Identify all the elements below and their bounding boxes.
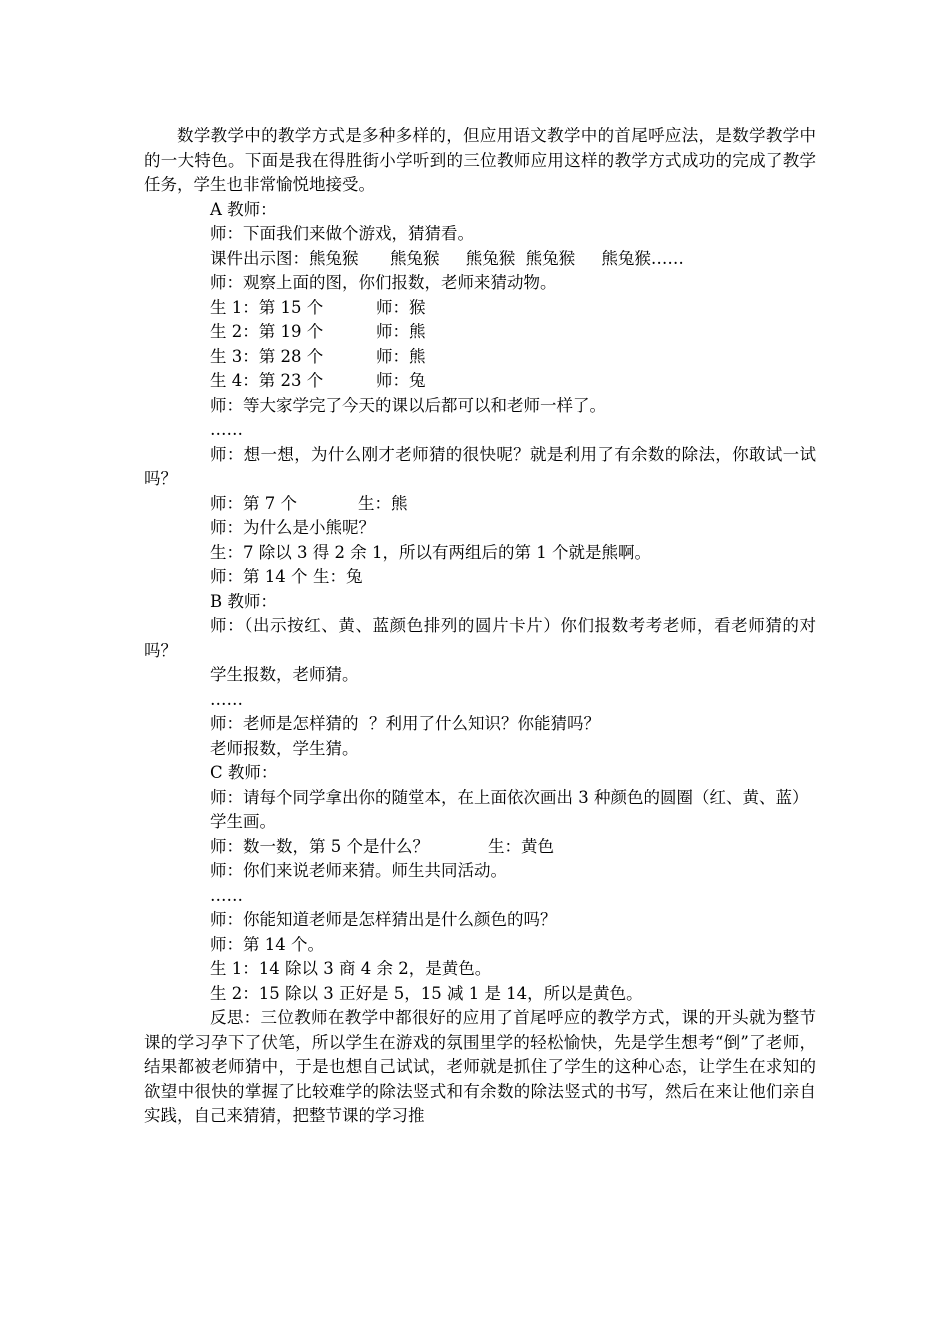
student-line: 生：熊 xyxy=(358,493,408,513)
teacher-b-header: B 教师： xyxy=(210,591,277,611)
text-line: 生 1：14 除以 3 商 4 余 2，是黄色。 xyxy=(210,959,492,978)
dialogue-pair xyxy=(144,835,816,860)
text-line: 师：你能知道老师是怎样猜出是什么颜色的吗？ xyxy=(210,910,557,929)
text-paragraph: 师：请每个同学拿出你的随堂本，在上面依次画出 3 种颜色的圆圈（红、黄、蓝） xyxy=(210,787,809,807)
dialogue-pair xyxy=(144,565,816,590)
courseware-line: 课件出示图：熊兔猴 熊兔猴 熊兔猴 熊兔猴 熊兔猴…… xyxy=(210,248,684,268)
teacher-line: 师：熊 xyxy=(376,346,426,366)
student-line: 生：兔 xyxy=(313,567,363,586)
reflection-paragraph: 反思：三位教师在教学中都很好的应用了首尾呼应的教学方式，课的开头就为整节课的学习孕下了伏笔，所以学生在游戏的氛围里学的轻松愉快，先是学生想考“倒”了老师，结果都被老师猜中，于是也想自己试试，老师就是抓住了学生的这种心态，让学生在求知的欲望中很快的掌握了比较难学的除法竖式和有余数的除法竖式的书写，然后在来让他们亲自实践，自己来猜猜，把整节课的学习推 xyxy=(144,1008,816,1125)
text-line: 师：老师是怎样猜的 ？利用了什么知识？你能猜吗？ xyxy=(210,714,600,733)
text-line: 生：7 除以 3 得 2 余 1，所以有两组后的第 1 个就是熊啊。 xyxy=(210,542,651,562)
text-line: 师：为什么是小熊呢？ xyxy=(210,518,375,537)
dialogue-pair xyxy=(144,369,816,394)
dialogue-pair xyxy=(144,296,816,321)
text-line: 学生报数，老师猜。 xyxy=(210,665,359,684)
student-line: 生 4：第 23 个 xyxy=(210,371,324,390)
ellipsis: …… xyxy=(210,689,243,709)
teacher-a-header: A 教师： xyxy=(210,199,277,219)
text-line: 师：下面我们来做个游戏，猜猜看。 xyxy=(210,224,474,243)
text-line: 生 2：15 除以 3 正好是 5，15 减 1 是 14，所以是黄色。 xyxy=(210,983,643,1003)
teacher-line: 师：熊 xyxy=(376,322,426,341)
teacher-line: 师：数一数，第 5 个是什么？ xyxy=(210,836,429,856)
text-line: 师：等大家学完了今天的课以后都可以和老师一样了。 xyxy=(210,395,606,415)
teacher-line: 师：第 7 个 xyxy=(210,493,297,513)
student-line: 生 3：第 28 个 xyxy=(210,346,324,366)
text-paragraph: 师：（出示按红、黄、蓝颜色排列的圆片卡片）你们报数考考老师，看老师猜的对吗？ xyxy=(144,616,816,660)
dialogue-pair xyxy=(144,320,816,345)
teacher-line: 师：兔 xyxy=(376,371,426,390)
text-line: 老师报数，学生猜。 xyxy=(210,738,359,758)
text-line: 师：第 14 个。 xyxy=(210,934,324,954)
student-line: 生 2：第 19 个 xyxy=(210,322,324,341)
text-paragraph: 师：想一想，为什么刚才老师猜的很快呢？就是利用了有余数的除法，你敢试一试吗？ xyxy=(144,444,816,488)
teacher-line: 师：第 14 个 xyxy=(210,567,308,586)
ellipsis: …… xyxy=(210,885,243,905)
text-line: 师：观察上面的图，你们报数，老师来猜动物。 xyxy=(210,273,557,292)
dialogue-pair xyxy=(144,345,816,370)
text-line: 师：你们来说老师来猜。师生共同活动。 xyxy=(210,861,507,880)
text-line: 学生画。 xyxy=(210,812,276,831)
document-page xyxy=(144,124,816,1129)
ellipsis: …… xyxy=(210,420,243,439)
dialogue-pair xyxy=(144,492,816,517)
intro-paragraph: 数学教学中的教学方式是多种多样的，但应用语文教学中的首尾呼应法，是数学教学中的一大特色。下面是我在得胜街小学听到的三位教师应用这样的教学方式成功的完成了教学任务，学生也非常愉悦地接受。 xyxy=(144,126,816,194)
student-line: 生：黄色 xyxy=(488,836,554,856)
student-line: 生 1：第 15 个 xyxy=(210,297,324,317)
teacher-c-header: C 教师： xyxy=(210,763,278,782)
teacher-line: 师：猴 xyxy=(376,297,426,317)
